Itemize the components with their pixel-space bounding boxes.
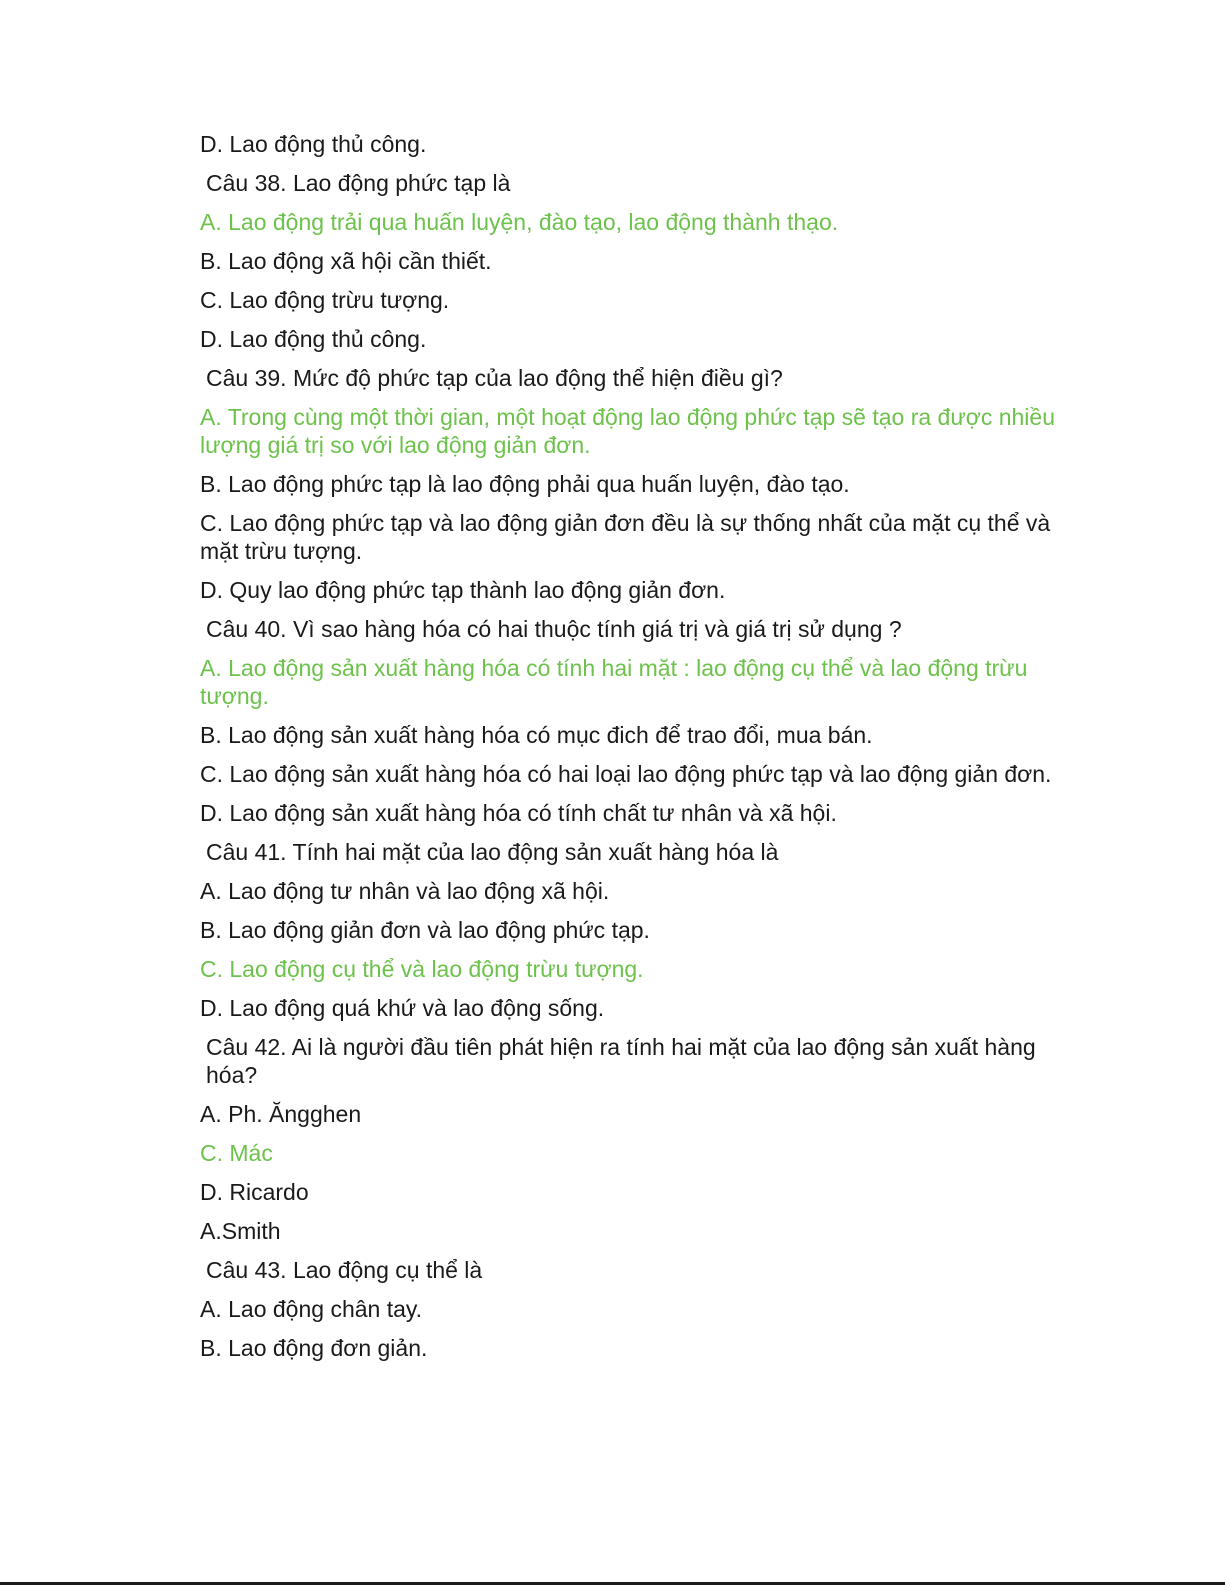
correct-answer: C. Mác: [200, 1140, 273, 1166]
question-42: Câu 42. Ai là người đầu tiên phát hiện ra tính hai mặt của lao động sản xuất hàng hóa?: [206, 1034, 1043, 1088]
question-43: Câu 43. Lao động cụ thể là: [206, 1257, 483, 1283]
option-line: C. Lao động phức tạp và lao động giản đơn đều là sự thống nhất của mặt cụ thể và mặt trừu tượng.: [200, 510, 1057, 564]
option-line: D. Quy lao động phức tạp thành lao động giản đơn.: [200, 577, 726, 603]
option-line: C. Lao động trừu tượng.: [200, 287, 450, 313]
question-40: Câu 40. Vì sao hàng hóa có hai thuộc tính giá trị và giá trị sử dụng ?: [206, 616, 902, 642]
question-38: Câu 38. Lao động phức tạp là: [206, 170, 511, 196]
correct-answer: A. Trong cùng một thời gian, một hoạt động lao động phức tạp sẽ tạo ra được nhiều lượng giá trị so với lao động giản đơn.: [200, 404, 1062, 458]
option-line: A. Ph. Ăngghen: [200, 1101, 362, 1127]
option-line: D. Lao động thủ công.: [200, 326, 427, 352]
option-line: C. Lao động sản xuất hàng hóa có hai loại lao động phức tạp và lao động giản đơn.: [200, 761, 1052, 787]
correct-answer: C. Lao động cụ thể và lao động trừu tượng.: [200, 956, 644, 982]
option-line: B. Lao động sản xuất hàng hóa có mục đich để trao đổi, mua bán.: [200, 722, 873, 748]
option-line: A. Lao động tư nhân và lao động xã hội.: [200, 878, 610, 904]
correct-answer: A. Lao động trải qua huấn luyện, đào tạo, lao động thành thạo.: [200, 209, 839, 235]
option-line: D. Lao động thủ công.: [200, 131, 427, 157]
option-line: B. Lao động xã hội cần thiết.: [200, 248, 492, 274]
option-line: B. Lao động đơn giản.: [200, 1335, 428, 1361]
option-line: B. Lao động giản đơn và lao động phức tạp.: [200, 917, 650, 943]
question-39: Câu 39. Mức độ phức tạp của lao động thể hiện điều gì?: [206, 365, 783, 391]
option-line: D. Lao động quá khứ và lao động sống.: [200, 995, 605, 1021]
correct-answer: A. Lao động sản xuất hàng hóa có tính hai mặt : lao động cụ thể và lao động trừu tượng.: [200, 655, 1034, 709]
question-41: Câu 41. Tính hai mặt của lao động sản xuất hàng hóa là: [206, 839, 779, 865]
option-line: A. Lao động chân tay.: [200, 1296, 423, 1322]
option-line: B. Lao động phức tạp là lao động phải qua huấn luyện, đào tạo.: [200, 471, 850, 497]
document-body: [200, 130, 1060, 1373]
option-line: A.Smith: [200, 1218, 281, 1244]
option-line: D. Ricardo: [200, 1179, 309, 1205]
option-line: D. Lao động sản xuất hàng hóa có tính chất tư nhân và xã hội.: [200, 800, 837, 826]
